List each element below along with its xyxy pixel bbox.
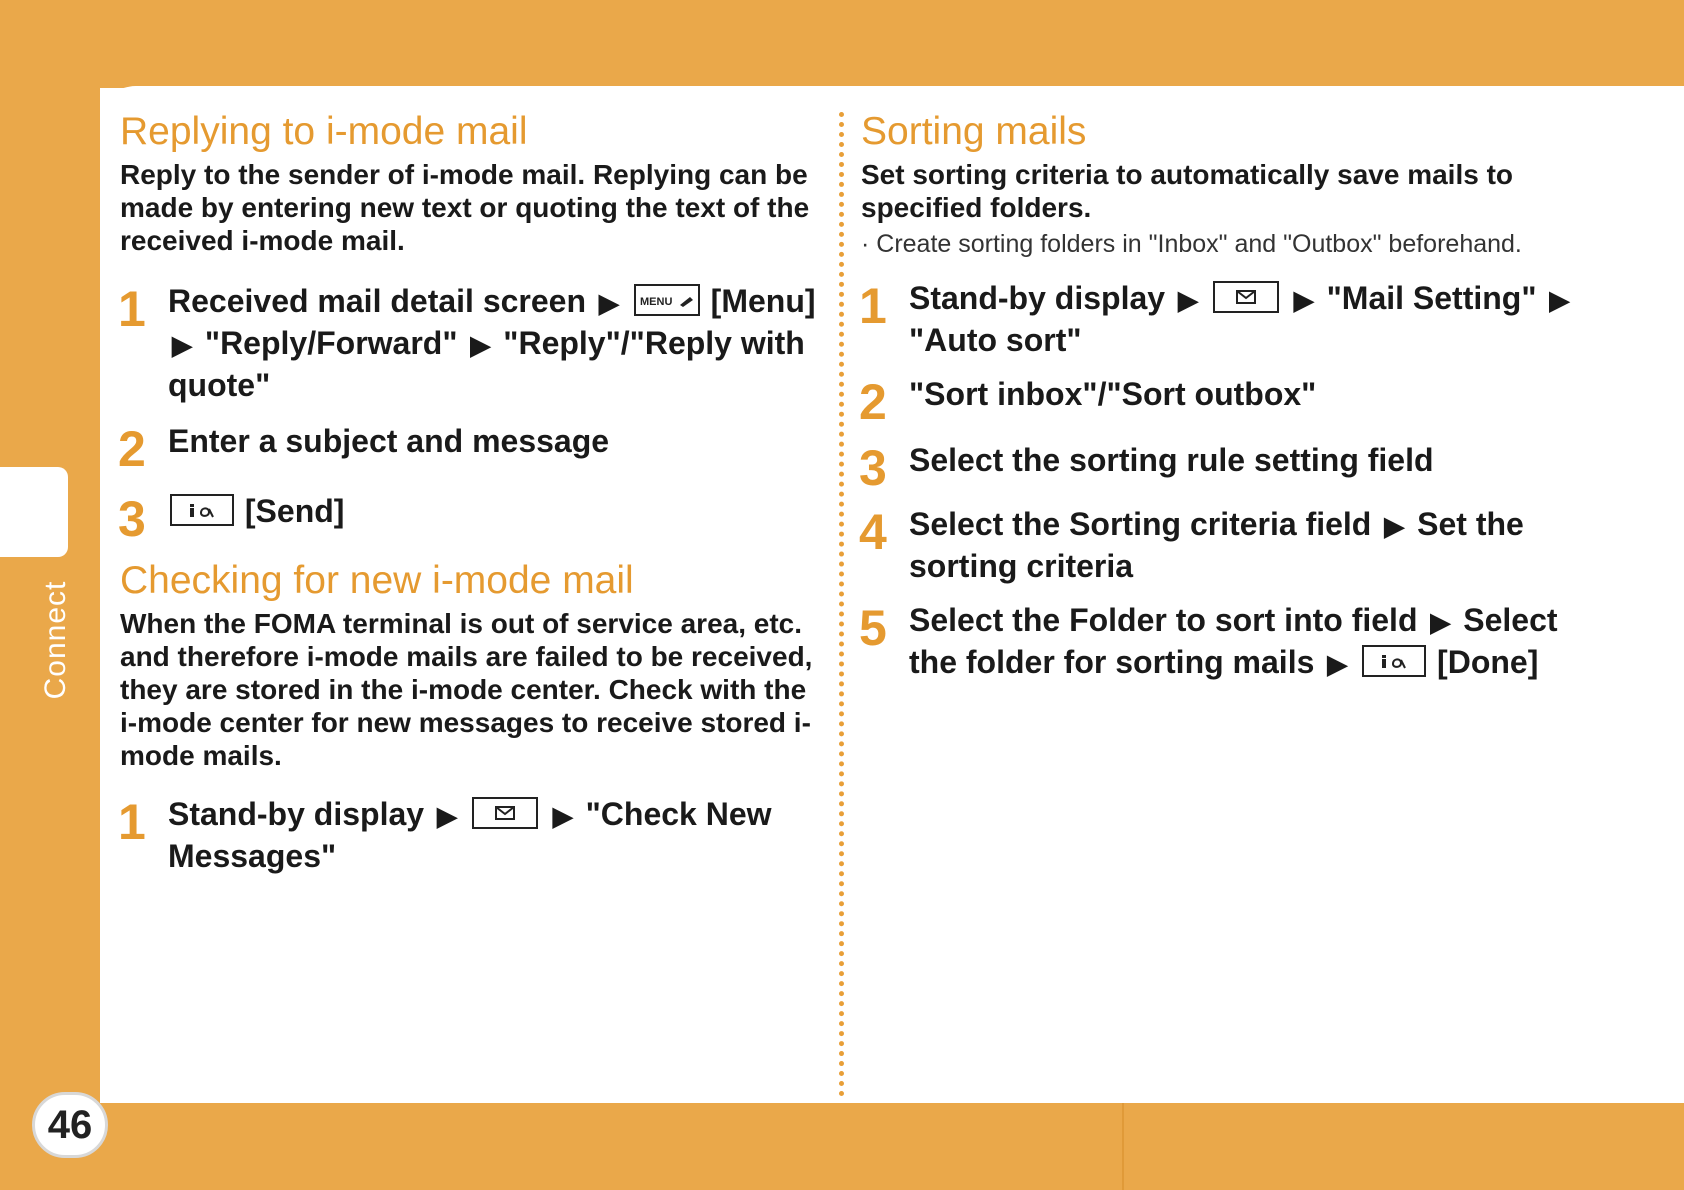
- step-number: 4: [859, 504, 887, 560]
- step-sort-2: [859, 374, 1581, 430]
- menu-key-icon: [634, 284, 700, 316]
- section-intro-checking: When the FOMA terminal is out of service area, etc. and therefore i-mode mails are failed to be received, they are stored in the i-mode center. Check with the i-mode center for new messages to receive stored i-mode mails.: [120, 608, 813, 771]
- side-tab: [0, 467, 68, 557]
- step-number: 1: [859, 278, 887, 334]
- step-text: "Sort inbox"/"Sort outbox": [909, 376, 1317, 412]
- column-divider: [839, 112, 844, 1097]
- arrow-icon: ▶: [172, 330, 192, 360]
- step-sort-4: [861, 504, 1581, 586]
- arrow-icon: ▶: [1430, 607, 1451, 637]
- step-number: 2: [118, 421, 146, 477]
- step-text: Stand-by display: [909, 280, 1166, 316]
- mail-key-icon: [1213, 281, 1279, 313]
- step-text: [Send]: [244, 493, 345, 529]
- left-column: [120, 108, 820, 876]
- i-alpha-key-icon: [1362, 645, 1426, 677]
- step-number: 1: [118, 794, 146, 850]
- step-number: 3: [118, 491, 146, 547]
- arrow-icon: ▶: [598, 288, 619, 318]
- step-reply-3: [118, 491, 820, 547]
- step-text: "Check New Messages": [168, 796, 772, 874]
- frame-bottom: [0, 1103, 1684, 1190]
- arrow-icon: ▶: [1293, 285, 1314, 315]
- step-text: Received mail detail screen: [168, 283, 586, 319]
- step-number: 5: [859, 600, 887, 656]
- section-title-checking: Checking for new i-mode mail: [120, 559, 634, 602]
- section-intro-sorting: Set sorting criteria to automatically save mails to specified folders.: [861, 159, 1513, 223]
- step-text: Select the Sorting criteria field: [909, 506, 1372, 542]
- step-text: "Reply/Forward": [204, 325, 458, 361]
- step-text: Select the Folder to sort into field: [909, 602, 1418, 638]
- side-label: Connect: [39, 580, 72, 700]
- step-text: "Auto sort": [909, 322, 1082, 358]
- arrow-icon: ▶: [1177, 285, 1198, 315]
- step-check-1: [120, 794, 820, 876]
- step-text: "Mail Setting": [1326, 280, 1537, 316]
- section-title-replying: Replying to i-mode mail: [120, 110, 528, 153]
- step-number: 2: [859, 374, 887, 430]
- arrow-icon: ▶: [1327, 649, 1348, 679]
- step-text: [Done]: [1437, 644, 1539, 680]
- arrow-icon: ▶: [1384, 511, 1405, 541]
- section-title-sorting: Sorting mails: [861, 110, 1087, 153]
- step-sort-1: [861, 278, 1581, 360]
- arrow-icon: ▶: [436, 801, 457, 831]
- section-note-sorting: · Create sorting folders in "Inbox" and "Outbox" beforehand.: [861, 230, 1522, 258]
- step-sort-5: [861, 600, 1581, 684]
- step-text: Stand-by display: [168, 796, 425, 832]
- step-reply-1: [120, 281, 820, 405]
- frame-top: [0, 0, 1684, 88]
- menu-key-label: MENU: [639, 296, 673, 308]
- step-text: Select the sorting rule setting field: [909, 442, 1434, 478]
- step-text: Set the sorting criteria: [909, 506, 1524, 584]
- arrow-icon: ▶: [552, 801, 573, 831]
- i-alpha-key-icon: [170, 494, 234, 526]
- step-text: "Reply"/"Reply with quote": [168, 325, 805, 403]
- arrow-icon: ▶: [1549, 285, 1570, 315]
- mail-key-icon: [472, 797, 538, 829]
- step-text: Enter a subject and message: [168, 423, 610, 459]
- step-number: 3: [859, 440, 887, 496]
- step-reply-2: [118, 421, 820, 477]
- step-text: Select the folder for sorting mails: [909, 602, 1558, 680]
- page-number: 46: [32, 1092, 108, 1158]
- arrow-icon: ▶: [470, 330, 491, 360]
- step-sort-3: [859, 440, 1581, 496]
- right-column: [861, 108, 1581, 684]
- frame-bottom-divider: [1122, 1103, 1124, 1190]
- step-text: [Menu]: [710, 283, 816, 319]
- section-intro-replying: Reply to the sender of i-mode mail. Replying can be made by entering new text or quoting the text of the received i-mode mail.: [120, 159, 810, 256]
- step-number: 1: [118, 281, 146, 337]
